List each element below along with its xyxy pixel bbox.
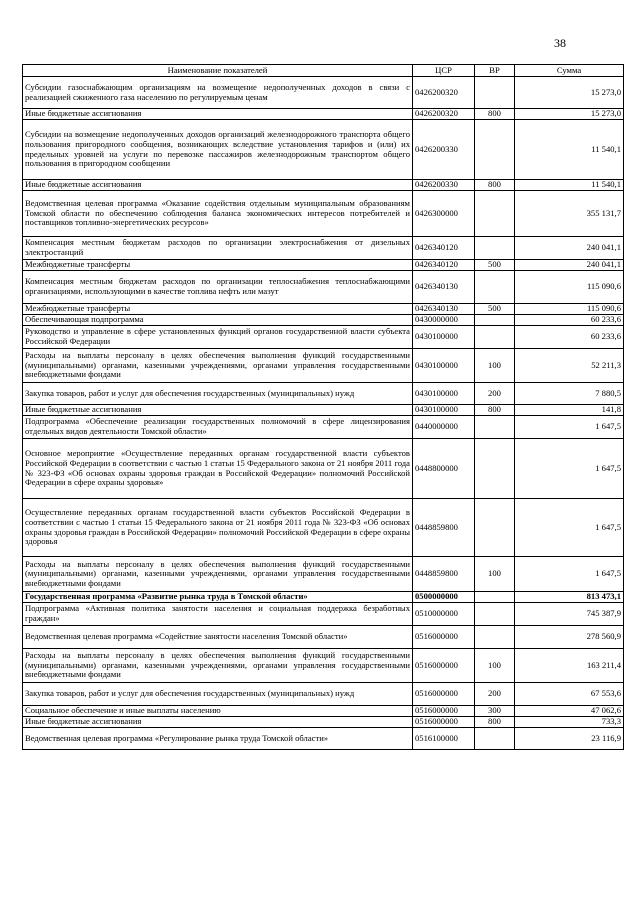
row-csr-cell: 0426200320 (413, 109, 475, 120)
row-name-cell: Руководство и управление в сфере установленных функций органов государственной власти субъекта Российской Федерации (23, 326, 413, 349)
row-sum-cell: 278 560,9 (515, 626, 624, 649)
row-name-cell: Государственная программа «Развитие рынка труда в Томской области» (23, 592, 413, 603)
row-csr-cell: 0426200320 (413, 77, 475, 109)
row-name-cell: Расходы на выплаты персоналу в целях обеспечения выполнения функций государственными (муниципальными) органами, казенными учреждениями, органами управления государственными внебюджетными фондами (23, 649, 413, 683)
row-csr-cell: 0426340120 (413, 237, 475, 260)
row-csr-cell: 0430100000 (413, 405, 475, 416)
row-vr-cell: 100 (475, 557, 515, 592)
row-sum-cell: 1 647,5 (515, 416, 624, 439)
header-csr: ЦСР (413, 65, 475, 77)
row-name-cell: Межбюджетные трансферты (23, 260, 413, 271)
table-row (23, 326, 624, 349)
row-vr-cell: 500 (475, 304, 515, 315)
row-csr-cell: 0516000000 (413, 626, 475, 649)
table-row (23, 683, 624, 706)
row-name-cell: Иные бюджетные ассигнования (23, 180, 413, 191)
row-sum-cell: 67 553,6 (515, 683, 624, 706)
row-sum-cell: 115 090,6 (515, 271, 624, 304)
table-row (23, 499, 624, 557)
row-name-cell: Субсидии на возмещение недополученных доходов организаций железнодорожного транспорта общего пользования пригородного сообщения, возникающих вследствие установления тарифов и (или) их предельных уровней на услуги по перевозке пассажиров железнодорожным транспортом общего пользования в пригородном сообщении (23, 120, 413, 180)
table-row (23, 120, 624, 180)
page-number: 38 (554, 36, 566, 50)
table-row (23, 405, 624, 416)
table-row (23, 77, 624, 109)
row-name-cell: Расходы на выплаты персоналу в целях обеспечения выполнения функций государственными (муниципальными) органами, казенными учреждениями, органами управления государственными внебюджетными фондами (23, 349, 413, 383)
row-vr-cell: 800 (475, 180, 515, 191)
row-sum-cell: 60 233,6 (515, 326, 624, 349)
row-vr-cell: 800 (475, 717, 515, 728)
table-row (23, 191, 624, 237)
row-name-cell: Межбюджетные трансферты (23, 304, 413, 315)
row-sum-cell: 15 273,0 (515, 77, 624, 109)
row-vr-cell (475, 237, 515, 260)
row-csr-cell: 0516000000 (413, 683, 475, 706)
row-name-cell: Подпрограмма «Обеспечение реализации государственных полномочий в сфере лицензирования отдельных видов деятельности Томской области» (23, 416, 413, 439)
row-sum-cell: 15 273,0 (515, 109, 624, 120)
row-sum-cell: 52 211,3 (515, 349, 624, 383)
row-name-cell: Основное мероприятие «Осуществление переданных органам государственной власти субъектов Российской Федерации в соответствии с частью 1 статьи 15 Федерального закона от 21 ноября 2011 года № 323-ФЗ «Об основах охраны здоровья граждан в Российской Федерации» полномочий Российской Федерации в сфере охраны здоровья» (23, 439, 413, 499)
row-vr-cell (475, 592, 515, 603)
row-csr-cell: 0426300000 (413, 191, 475, 237)
row-csr-cell: 0426340130 (413, 271, 475, 304)
row-csr-cell: 0430000000 (413, 315, 475, 326)
table-body (23, 77, 624, 750)
row-vr-cell (475, 326, 515, 349)
row-csr-cell: 0430100000 (413, 383, 475, 405)
row-csr-cell: 0516000000 (413, 706, 475, 717)
row-csr-cell: 0426200330 (413, 180, 475, 191)
row-csr-cell: 0448859800 (413, 499, 475, 557)
row-csr-cell: 0500000000 (413, 592, 475, 603)
row-csr-cell: 0440000000 (413, 416, 475, 439)
row-sum-cell: 1 647,5 (515, 557, 624, 592)
row-vr-cell (475, 271, 515, 304)
row-sum-cell: 7 880,5 (515, 383, 624, 405)
header-vr: ВР (475, 65, 515, 77)
table-row (23, 649, 624, 683)
row-csr-cell: 0448859800 (413, 557, 475, 592)
row-name-cell: Ведомственная целевая программа «Оказание содействия отдельным муниципальным образованиям Томской области по обеспечению соблюдения баланса экономических интересов потребителей и поставщиков топливно-энергетических ресурсов» (23, 191, 413, 237)
row-vr-cell (475, 77, 515, 109)
row-name-cell: Ведомственная целевая программа «Регулирование рынка труда Томской области» (23, 728, 413, 750)
row-csr-cell: 0516000000 (413, 717, 475, 728)
row-vr-cell: 500 (475, 260, 515, 271)
row-sum-cell: 355 131,7 (515, 191, 624, 237)
header-name: Наименование показателей (23, 65, 413, 77)
table-header-row (23, 65, 624, 77)
row-sum-cell: 11 540,1 (515, 180, 624, 191)
row-name-cell: Иные бюджетные ассигнования (23, 405, 413, 416)
row-sum-cell: 745 387,9 (515, 603, 624, 626)
table-row (23, 260, 624, 271)
table-row (23, 349, 624, 383)
table-row (23, 439, 624, 499)
row-csr-cell: 0430100000 (413, 326, 475, 349)
row-vr-cell (475, 416, 515, 439)
table-row (23, 592, 624, 603)
row-name-cell: Осуществление переданных органам государственной власти субъектов Российской Федерации в соответствии с частью 1 статьи 15 Федерального закона от 21 ноября 2011 года № 323-ФЗ «Об основах охраны здоровья граждан в Российской Федерации» полномочий Российской Федерации в сфере охраны здоровья (23, 499, 413, 557)
row-vr-cell (475, 603, 515, 626)
row-name-cell: Расходы на выплаты персоналу в целях обеспечения выполнения функций государственными (муниципальными) органами, казенными учреждениями, органами управления государственными внебюджетными фондами (23, 557, 413, 592)
row-name-cell: Социальное обеспечение и иные выплаты населению (23, 706, 413, 717)
row-csr-cell: 0430100000 (413, 349, 475, 383)
row-csr-cell: 0510000000 (413, 603, 475, 626)
table-row (23, 180, 624, 191)
row-sum-cell: 1 647,5 (515, 499, 624, 557)
row-name-cell: Закупка товаров, работ и услуг для обеспечения государственных (муниципальных) нужд (23, 383, 413, 405)
row-name-cell: Иные бюджетные ассигнования (23, 109, 413, 120)
table-row (23, 237, 624, 260)
header-sum: Сумма (515, 65, 624, 77)
table-row (23, 304, 624, 315)
row-vr-cell (475, 439, 515, 499)
row-sum-cell: 23 116,9 (515, 728, 624, 750)
row-sum-cell: 1 647,5 (515, 439, 624, 499)
row-vr-cell (475, 626, 515, 649)
row-csr-cell: 0426200330 (413, 120, 475, 180)
table-row (23, 717, 624, 728)
row-vr-cell: 100 (475, 349, 515, 383)
row-vr-cell: 800 (475, 405, 515, 416)
row-vr-cell: 800 (475, 109, 515, 120)
row-vr-cell (475, 499, 515, 557)
row-sum-cell: 47 062,6 (515, 706, 624, 717)
table-row (23, 271, 624, 304)
table-row (23, 416, 624, 439)
row-sum-cell: 813 473,1 (515, 592, 624, 603)
row-sum-cell: 733,3 (515, 717, 624, 728)
row-vr-cell (475, 120, 515, 180)
row-csr-cell: 0516000000 (413, 649, 475, 683)
row-csr-cell: 0426340120 (413, 260, 475, 271)
row-name-cell: Иные бюджетные ассигнования (23, 717, 413, 728)
row-name-cell: Закупка товаров, работ и услуг для обеспечения государственных (муниципальных) нужд (23, 683, 413, 706)
row-csr-cell: 0516100000 (413, 728, 475, 750)
row-sum-cell: 240 041,1 (515, 260, 624, 271)
row-sum-cell: 163 211,4 (515, 649, 624, 683)
row-vr-cell: 200 (475, 383, 515, 405)
row-sum-cell: 11 540,1 (515, 120, 624, 180)
row-vr-cell (475, 191, 515, 237)
row-sum-cell: 60 233,6 (515, 315, 624, 326)
row-sum-cell: 115 090,6 (515, 304, 624, 315)
table-row (23, 383, 624, 405)
row-name-cell: Субсидии газоснабжающим организациям на возмещение недополученных доходов в связи с реализацией сжиженного газа населению по регулируемым ценам (23, 77, 413, 109)
row-vr-cell: 200 (475, 683, 515, 706)
row-name-cell: Компенсация местным бюджетам расходов по организации теплоснабжения теплоснабжающими организациями, использующими в качестве топлива нефть или мазут (23, 271, 413, 304)
table-row (23, 557, 624, 592)
row-csr-cell: 0426340130 (413, 304, 475, 315)
table-row (23, 109, 624, 120)
row-vr-cell (475, 315, 515, 326)
row-csr-cell: 0448800000 (413, 439, 475, 499)
table-row (23, 626, 624, 649)
row-name-cell: Подпрограмма «Активная политика занятости населения и социальная поддержка безработных граждан» (23, 603, 413, 626)
table-row (23, 728, 624, 750)
row-vr-cell (475, 728, 515, 750)
budget-table (22, 64, 624, 750)
table-row (23, 706, 624, 717)
row-sum-cell: 141,8 (515, 405, 624, 416)
row-vr-cell: 100 (475, 649, 515, 683)
row-vr-cell: 300 (475, 706, 515, 717)
row-name-cell: Обеспечивающая подпрограмма (23, 315, 413, 326)
row-name-cell: Ведомственная целевая программа «Содействие занятости населения Томской области» (23, 626, 413, 649)
table-row (23, 603, 624, 626)
row-sum-cell: 240 041,1 (515, 237, 624, 260)
table-row (23, 315, 624, 326)
row-name-cell: Компенсация местным бюджетам расходов по организации электроснабжения от дизельных электростанций (23, 237, 413, 260)
